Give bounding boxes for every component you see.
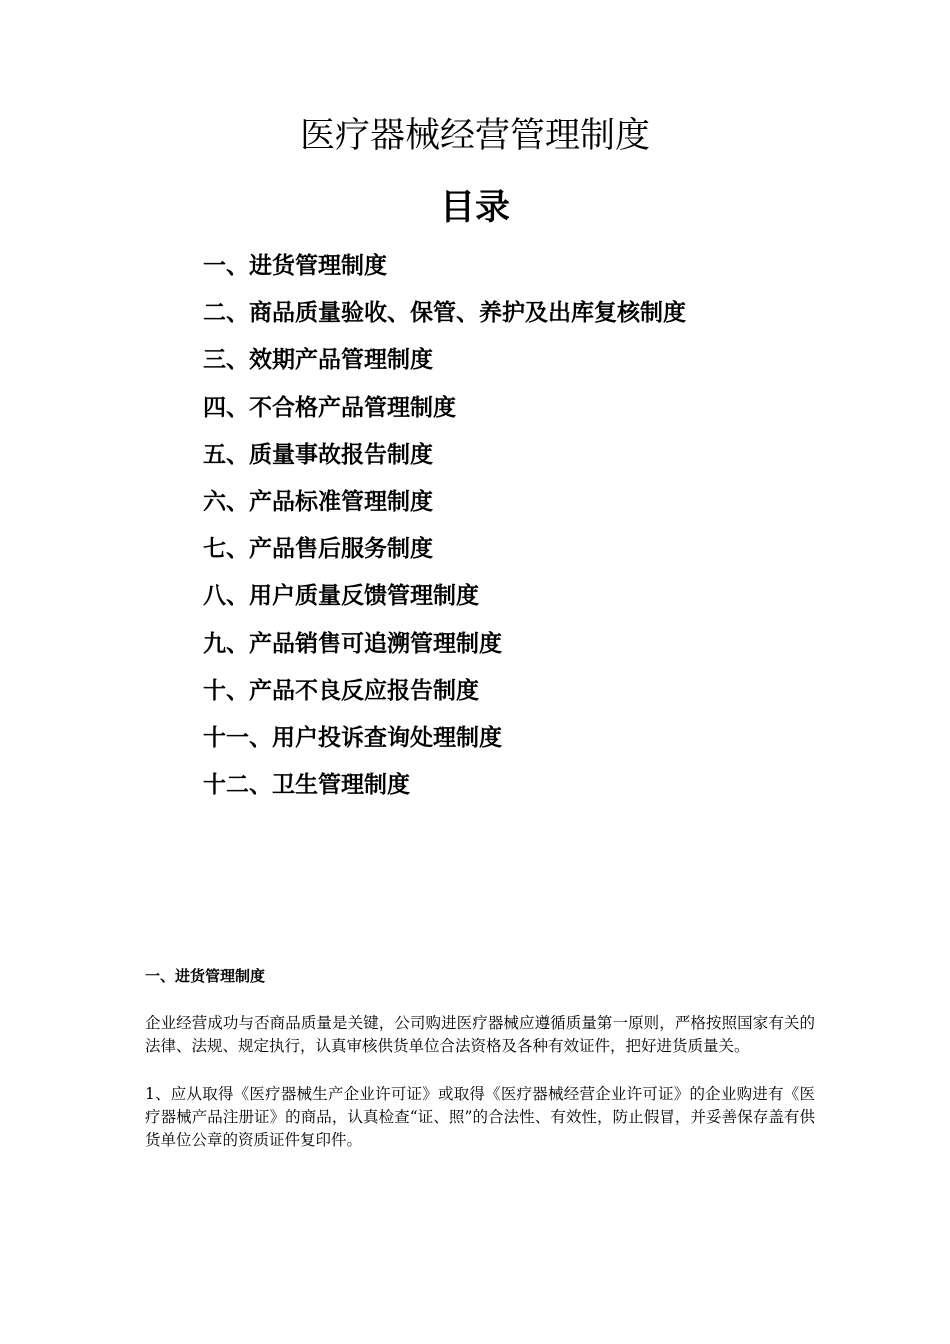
toc-title: 目录 bbox=[439, 188, 510, 228]
toc-item: 十、产品不良反应报告制度 bbox=[203, 677, 479, 704]
toc-item: 十二、卫生管理制度 bbox=[203, 772, 410, 799]
toc-item: 四、不合格产品管理制度 bbox=[203, 394, 456, 421]
toc-item: 三、效期产品管理制度 bbox=[203, 347, 433, 374]
section-heading: 一、进货管理制度 bbox=[145, 967, 266, 985]
toc-item: 五、质量事故报告制度 bbox=[203, 441, 433, 468]
toc-item: 八、用户质量反馈管理制度 bbox=[203, 583, 479, 610]
body-paragraph: 企业经营成功与否商品质量是关键，公司购进医疗器械应遵循质量第一原则，严格按照国家有关的法律、法规、规定执行，认真审核供货单位合法资格及各种有效证件，把好进货质量关。 bbox=[145, 1014, 815, 1055]
toc-item: 七、产品售后服务制度 bbox=[203, 536, 433, 563]
toc-item: 一、进货管理制度 bbox=[203, 253, 387, 279]
toc-item: 十一、用户投诉查询处理制度 bbox=[203, 724, 502, 751]
toc-item: 二、商品质量验收、保管、养护及出库复核制度 bbox=[203, 300, 686, 327]
body-paragraph: 1、应从取得《医疗器械生产企业许可证》或取得《医疗器械经营企业许可证》的企业购进有《医疗器械产品注册证》的商品，认真检查“证、照”的合法性、有效性，防止假冒，并妥善保存盖有供货单位公章的资质证件复印件。 bbox=[145, 1085, 815, 1149]
toc-item: 六、产品标准管理制度 bbox=[203, 488, 433, 515]
document-title: 医疗器械经营管理制度 bbox=[299, 116, 650, 156]
toc-item: 九、产品销售可追溯管理制度 bbox=[203, 630, 502, 657]
table-of-contents bbox=[203, 250, 686, 816]
